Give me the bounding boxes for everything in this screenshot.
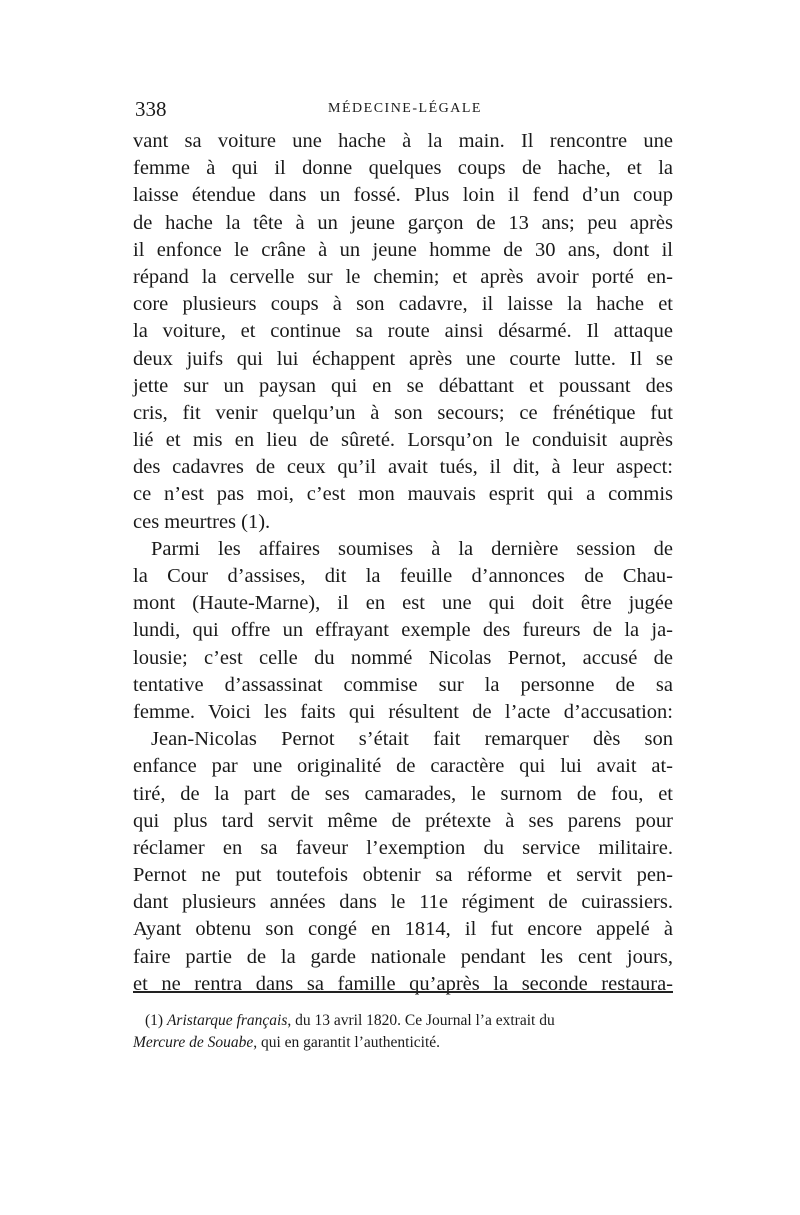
text-line: de hache la tête à un jeune garçon de 13 ans; peu après (133, 211, 673, 234)
text-line: qui plus tard servit même de prétexte à ses parens pour (133, 809, 673, 832)
text-line: Ayant obtenu son congé en 1814, il fut encore appelé à (133, 918, 673, 941)
page-number: 338 (135, 97, 167, 121)
footnote-source-title: Aristarque français (166, 1012, 288, 1029)
body-text (133, 128, 673, 998)
text-line: core plusieurs coups à son cadavre, il laisse la hache et (133, 293, 673, 316)
text-line: femme. Voici les faits qui résultent de l’acte d’accusation: (133, 700, 673, 723)
text-line: Pernot ne put toutefois obtenir sa réforme et servit pen- (133, 864, 673, 887)
text-line: enfance par une originalité de caractère qui lui avait at- (133, 755, 673, 778)
text-line: tentative d’assassinat commise sur la personne de sa (133, 673, 673, 696)
text-line: lundi, qui offre un effrayant exemple des fureurs de la ja- (133, 619, 673, 642)
text-line: Jean-Nicolas Pernot s’était fait remarquer dès son (151, 728, 673, 751)
footnote-line-2 (133, 1032, 680, 1054)
text-line: ce n’est pas moi, c’est mon mauvais esprit qui a commis (133, 483, 673, 506)
footnote-rule (133, 991, 673, 993)
footnote-marker: (1) (145, 1012, 164, 1029)
text-line: la Cour d’assises, dit la feuille d’annonces de Chau- (133, 565, 673, 587)
text-line: dant plusieurs années dans le 11e régiment de cuirassiers. (133, 891, 673, 914)
text-line: faire partie de la garde nationale pendant les cent jours, (133, 945, 673, 968)
text-line: tiré, de la part de ses camarades, le surnom de fou, et (133, 782, 673, 805)
text-line: lié et mis en lieu de sûreté. Lorsqu’on le conduisit auprès (133, 429, 673, 452)
running-head: MÉDECINE-LÉGALE (328, 101, 482, 116)
text-line: vant sa voiture une hache à la main. Il rencontre une (133, 130, 673, 152)
text-line: répand la cervelle sur le chemin; et après avoir porté en- (133, 265, 673, 288)
footnote-source-title: Mercure de Souabe (133, 1034, 254, 1051)
text-line: Parmi les affaires soumises à la dernière session de (151, 537, 673, 560)
text-line: la voiture, et continue sa route ainsi désarmé. Il attaque (133, 320, 673, 343)
text-line: femme à qui il donne quelques coups de hache, et la (133, 157, 673, 180)
page-header (135, 97, 675, 127)
text-line: il enfonce le crâne à un jeune homme de 30 ans, dont il (133, 238, 673, 261)
text-line: réclamer en sa faveur l’exemption du service militaire. (133, 836, 673, 859)
text-line: lousie; c’est celle du nommé Nicolas Pernot, accusé de (133, 646, 673, 669)
footnote-text: , qui en garantit l’authenticité. (253, 1034, 441, 1051)
footnote-text: , du 13 avril 1820. Ce Journal l’a extrait du (287, 1012, 555, 1029)
text-line: cris, fit venir quelqu’un à son secours; ce frénétique fut (133, 401, 673, 424)
text-line: et ne rentra dans sa famille qu’après la seconde restaura- (133, 972, 673, 995)
text-line: deux juifs qui lui échappent après une courte lutte. Il se (133, 347, 673, 370)
text-line: ces meurtres (1). (133, 510, 271, 533)
footnote (133, 1010, 680, 1054)
footnote-line-1 (145, 1010, 680, 1032)
text-line: des cadavres de ceux qu’il avait tués, il dit, à leur aspect: (133, 456, 673, 479)
text-line: laisse étendue dans un fossé. Plus loin il fend d’un coup (133, 184, 673, 207)
text-line: jette sur un paysan qui en se débattant et poussant des (133, 374, 673, 397)
text-line: mont (Haute-Marne), il en est une qui doit être jugée (133, 592, 673, 615)
